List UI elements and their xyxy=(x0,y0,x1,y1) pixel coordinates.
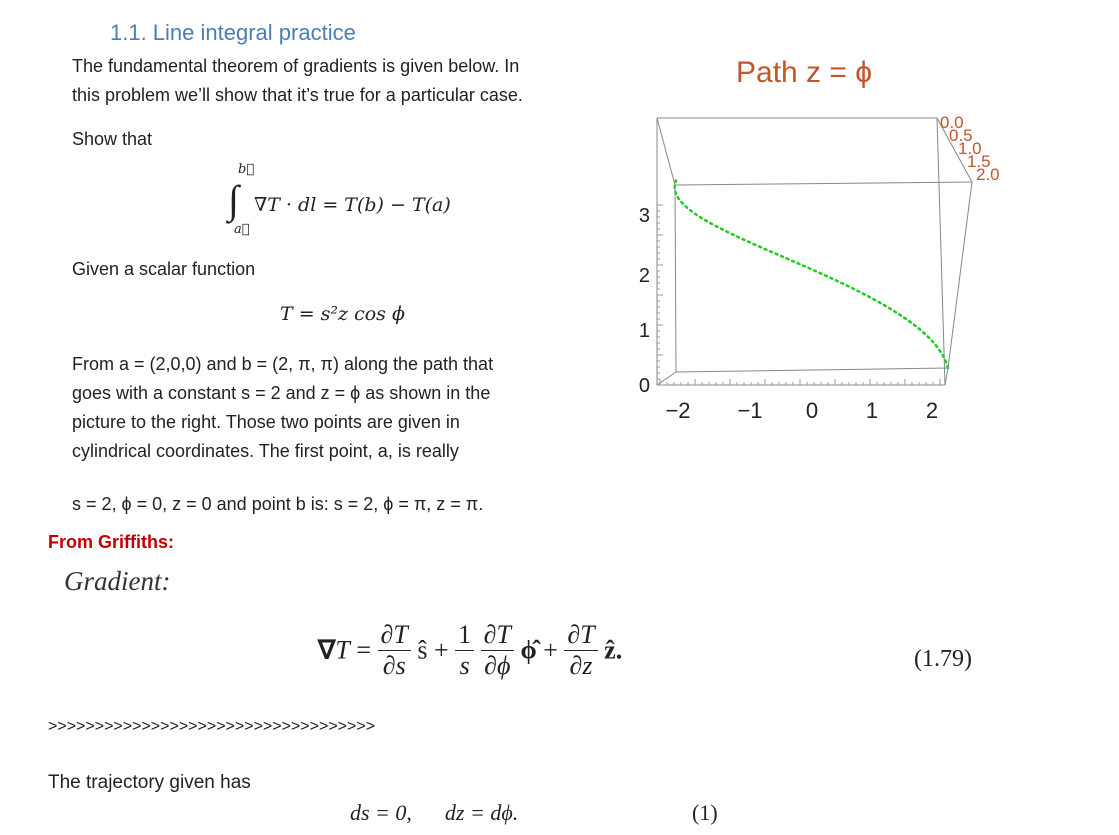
scalar-function: T = s²z cos ϕ xyxy=(280,303,405,325)
path-line-1: From a = (2,0,0) and b = (2, π, π) along the path that xyxy=(72,354,494,374)
separator: >>>>>>>>>>>>>>>>>>>>>>>>>>>>>>>>>>> xyxy=(48,718,376,735)
show-that-label: Show that xyxy=(72,129,153,149)
z-tick-label: 3 xyxy=(638,205,650,227)
intro-line-1: The fundamental theorem of gradients is given below. In xyxy=(72,56,520,76)
chart-box xyxy=(657,118,972,385)
intro-line-2: this problem we’ll show that it’s true for a particular case. xyxy=(72,85,523,105)
section-heading: 1.1. Line integral practice xyxy=(110,20,356,45)
x-tick-label: 2 xyxy=(925,398,939,423)
x-tick-label: −2 xyxy=(665,398,691,423)
axis-ticks xyxy=(657,205,940,385)
gradient-eq-number: (1.79) xyxy=(914,646,972,672)
chart-title: Path z = ϕ xyxy=(736,56,873,89)
y-tick-label: 1.5 xyxy=(967,152,991,171)
trajectory-equation: ds = 0, dz = dϕ. xyxy=(350,800,519,825)
y-tick-label: 0.5 xyxy=(949,126,973,145)
y-tick-label: 0.0 xyxy=(940,113,964,132)
x-tick-labels xyxy=(665,398,938,423)
z-tick-labels xyxy=(639,205,650,397)
trajectory-eq-number: (1) xyxy=(692,800,718,825)
trajectory-text: The trajectory given has xyxy=(48,772,251,793)
upper-limit: b⃗ xyxy=(238,162,255,177)
gradient-equation: ∇T = $\frac{\partial T}{\partial s}$ ŝ + $\frac{1}{s}$ $\frac{\partial T}{\partial\phi}$ ϕ̂ + $\frac{\partial T}{\partial z}$ ẑ. xyxy=(318,620,623,680)
gradient-title: Gradient: xyxy=(64,566,171,596)
integral-sign: ∫ xyxy=(228,177,239,222)
z-tick-label: 1 xyxy=(638,320,650,342)
path-paragraph xyxy=(72,350,493,466)
path-line-2: goes with a constant s = 2 and z = ϕ as shown in the xyxy=(72,383,491,403)
x-tick-label: −1 xyxy=(737,398,763,423)
z-tick-label: 0 xyxy=(638,375,650,397)
given-scalar-label: Given a scalar function xyxy=(72,259,256,279)
intro-paragraph xyxy=(72,52,523,110)
from-griffiths-label: From Griffiths: xyxy=(48,532,174,552)
points-line: s = 2, ϕ = 0, z = 0 and point b is: s = 2, ϕ = π, z = π. xyxy=(72,494,484,514)
path-line-4: cylindrical coordinates. The first point, a, is really xyxy=(72,441,459,461)
x-tick-label: 1 xyxy=(865,398,879,423)
y-tick-label: 2.0 xyxy=(976,165,1000,184)
y-tick-label: 1.0 xyxy=(958,139,982,158)
path-series xyxy=(675,180,948,368)
path-line xyxy=(675,180,948,368)
lower-limit: a⃗ xyxy=(234,222,250,237)
y-tick-labels xyxy=(940,113,1000,184)
path-3d-chart xyxy=(600,100,1040,440)
z-tick-label: 2 xyxy=(638,265,650,287)
x-tick-label: 0 xyxy=(805,398,819,423)
theorem-body: ∇T · dl = T(b) − T(a) xyxy=(254,194,451,216)
path-line-3: picture to the right. Those two points are given in xyxy=(72,412,460,432)
